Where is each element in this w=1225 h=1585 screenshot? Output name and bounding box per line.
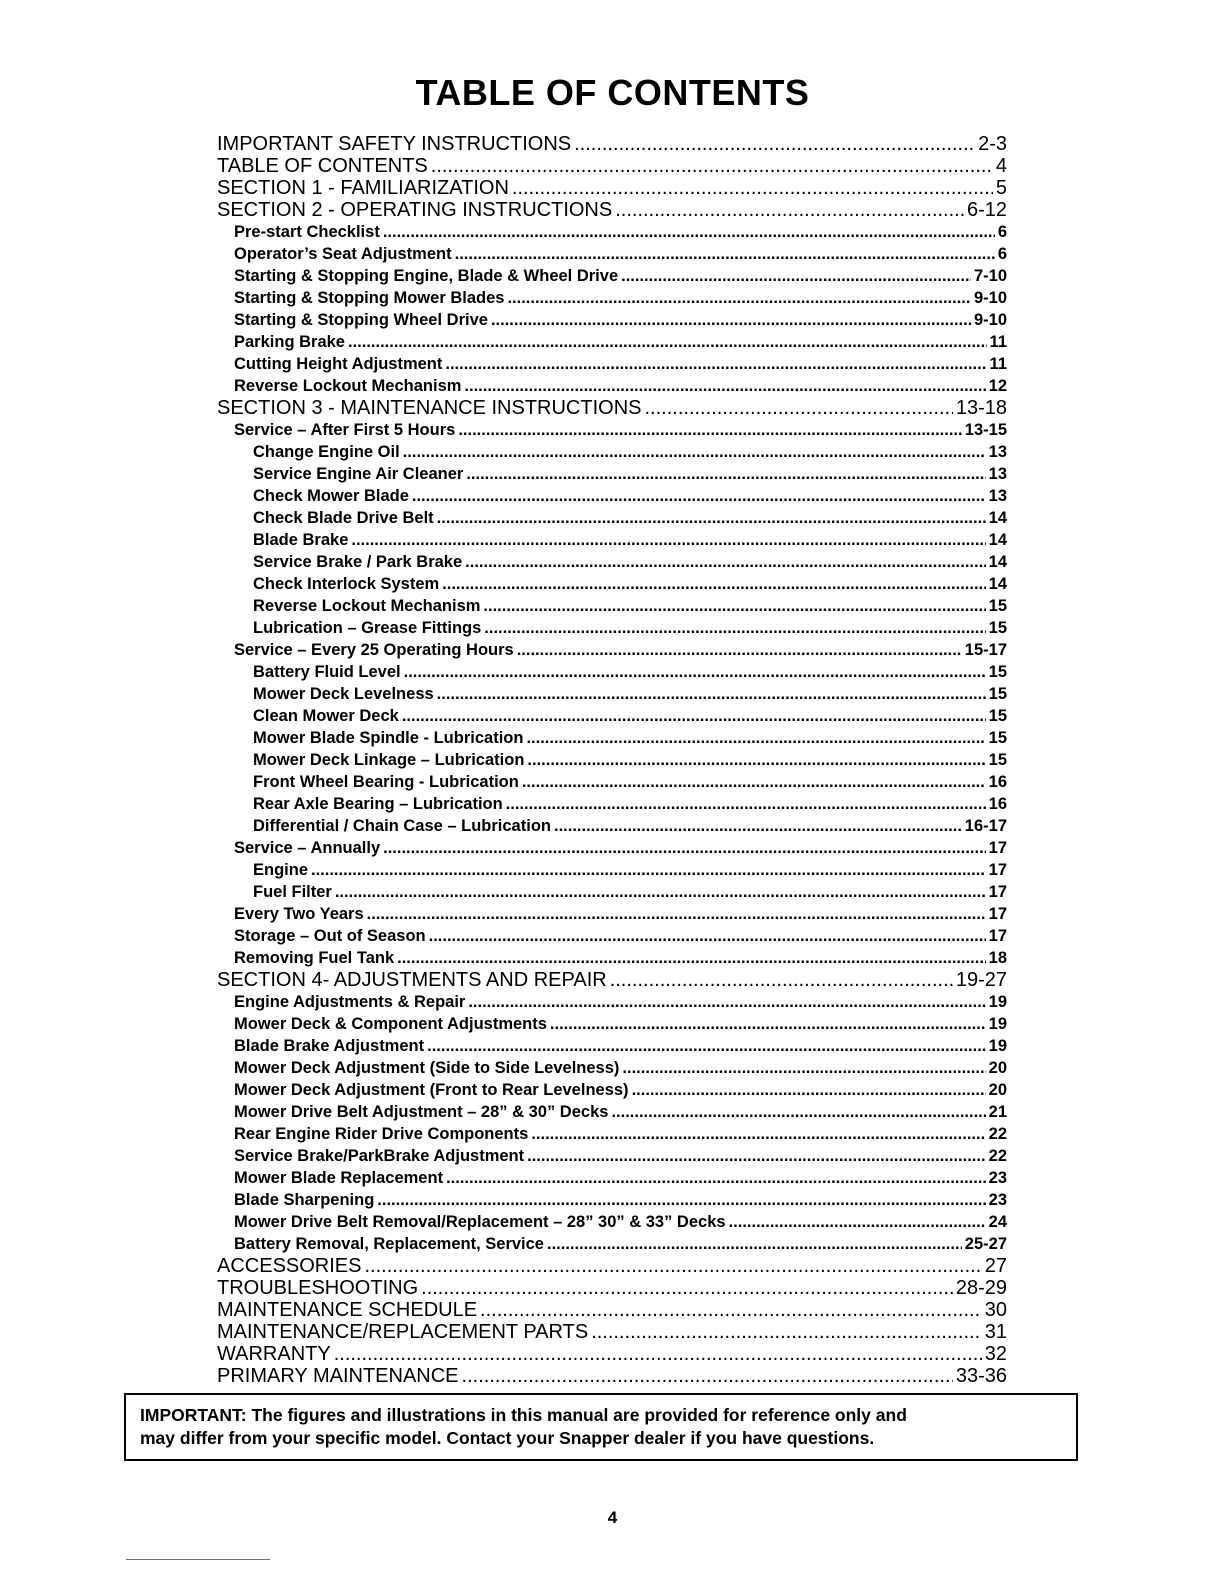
toc-entry-title: Clean Mower Deck xyxy=(253,707,399,725)
toc-dot-leader xyxy=(429,925,986,947)
toc-entry xyxy=(217,947,1007,969)
toc-entry xyxy=(217,727,1007,749)
toc-dot-leader xyxy=(421,1277,953,1299)
toc-entry xyxy=(217,1123,1007,1145)
toc-entry-title: Service – After First 5 Hours xyxy=(234,421,456,439)
toc-dot-leader xyxy=(468,991,985,1013)
toc-entry-page: 27 xyxy=(984,1255,1007,1277)
toc-entry-title: Differential / Chain Case – Lubrication xyxy=(253,817,551,835)
toc-dot-leader xyxy=(335,881,986,903)
toc-dot-leader xyxy=(550,1013,986,1035)
toc-entry-page: 32 xyxy=(984,1343,1007,1365)
toc-entry-title: Battery Fluid Level xyxy=(253,663,401,681)
toc-entry-title: Service Brake / Park Brake xyxy=(253,553,463,571)
toc-entry xyxy=(217,1101,1007,1123)
toc-entry-page: 9-10 xyxy=(973,289,1007,307)
notice-line-1: IMPORTANT: The figures and illustrations in this manual are provided for reference only and xyxy=(140,1405,907,1425)
important-notice-box xyxy=(124,1393,1078,1461)
toc-entry xyxy=(217,969,1007,991)
toc-entry-page: 17 xyxy=(988,905,1007,923)
toc-entry-title: Change Engine Oil xyxy=(253,443,400,461)
toc-entry xyxy=(217,529,1007,551)
toc-entry-title: Operator’s Seat Adjustment xyxy=(234,245,452,263)
toc-entry xyxy=(217,705,1007,727)
toc-entry-title: Mower Deck Adjustment (Side to Side Levelness) xyxy=(234,1059,620,1077)
toc-entry-page: 31 xyxy=(984,1321,1007,1343)
page-title: TABLE OF CONTENTS xyxy=(415,72,810,113)
toc-entry xyxy=(217,925,1007,947)
toc-entry xyxy=(217,463,1007,485)
toc-entry-page: 13-15 xyxy=(964,421,1007,439)
toc-dot-leader xyxy=(522,771,986,793)
toc-entry-title: Blade Brake Adjustment xyxy=(234,1037,425,1055)
toc-entry-title: TABLE OF CONTENTS xyxy=(217,155,428,177)
toc-entry xyxy=(217,771,1007,793)
toc-entry-page: 22 xyxy=(988,1125,1007,1143)
toc-entry-title: Mower Deck & Component Adjustments xyxy=(234,1015,547,1033)
toc-entry-title: Mower Blade Spindle - Lubrication xyxy=(253,729,524,747)
toc-dot-leader xyxy=(644,397,952,419)
toc-entry-page: 17 xyxy=(988,839,1007,857)
toc-entry-page: 17 xyxy=(988,861,1007,879)
toc-entry-page: 16 xyxy=(988,795,1007,813)
toc-entry-page: 23 xyxy=(988,1191,1007,1209)
toc-entry-title: Service – Annually xyxy=(234,839,381,857)
toc-dot-leader xyxy=(574,133,975,155)
toc-entry-title: SECTION 3 - MAINTENANCE INSTRUCTIONS xyxy=(217,397,642,419)
toc-dot-leader xyxy=(527,749,985,771)
page-number: 4 xyxy=(607,1508,618,1527)
toc-entry-page: 19 xyxy=(988,993,1007,1011)
toc-dot-leader xyxy=(403,441,986,463)
toc-entry-title: Removing Fuel Tank xyxy=(234,949,395,967)
toc-entry-page: 2-3 xyxy=(978,133,1007,155)
toc-entry-title: MAINTENANCE/REPLACEMENT PARTS xyxy=(217,1321,589,1343)
toc-entry xyxy=(217,1233,1007,1255)
toc-entry xyxy=(217,1013,1007,1035)
toc-entry-page: 14 xyxy=(988,509,1007,527)
toc-entry-title: Lubrication – Grease Fittings xyxy=(253,619,482,637)
toc-dot-leader xyxy=(729,1211,986,1233)
toc-dot-leader xyxy=(458,419,961,441)
toc-entry xyxy=(217,155,1007,177)
toc-dot-leader xyxy=(462,1365,953,1387)
toc-entry xyxy=(217,177,1007,199)
toc-entry-title: MAINTENANCE SCHEDULE xyxy=(217,1299,478,1321)
toc-entry-title: Every Two Years xyxy=(234,905,364,923)
toc-dot-leader xyxy=(512,177,993,199)
toc-entry-page: 16 xyxy=(988,773,1007,791)
toc-entry-page: 19 xyxy=(988,1015,1007,1033)
toc-entry xyxy=(217,1189,1007,1211)
toc-entry-page: 11 xyxy=(989,355,1007,373)
toc-entry-page: 21 xyxy=(988,1103,1007,1121)
toc-entry xyxy=(217,881,1007,903)
toc-entry xyxy=(217,1167,1007,1189)
toc-entry-page: 15 xyxy=(988,663,1007,681)
toc-entry xyxy=(217,331,1007,353)
toc-entry xyxy=(217,485,1007,507)
toc-entry xyxy=(217,1057,1007,1079)
toc-entry-page: 15-17 xyxy=(964,641,1007,659)
toc-entry-page: 30 xyxy=(984,1299,1007,1321)
toc-dot-leader xyxy=(632,1079,986,1101)
toc-entry-page: 13 xyxy=(988,487,1007,505)
toc-entry xyxy=(217,265,1007,287)
toc-entry-title: ACCESSORIES xyxy=(217,1255,362,1277)
toc-entry-title: Engine Adjustments & Repair xyxy=(234,993,466,1011)
toc-entry xyxy=(217,309,1007,331)
toc-entry-title: Reverse Lockout Mechanism xyxy=(234,377,462,395)
toc-dot-leader xyxy=(431,155,993,177)
toc-dot-leader xyxy=(465,551,985,573)
toc-entry-page: 13-18 xyxy=(955,397,1007,419)
toc-entry-page: 15 xyxy=(988,751,1007,769)
toc-entry-page: 7-10 xyxy=(973,267,1007,285)
toc-dot-leader xyxy=(404,661,986,683)
toc-entry xyxy=(217,1321,1007,1343)
toc-entry xyxy=(217,1277,1007,1299)
toc-entry-page: 5 xyxy=(995,177,1007,199)
toc-dot-leader xyxy=(483,595,985,617)
toc-entry-title: Check Interlock System xyxy=(253,575,440,593)
toc-dot-leader xyxy=(464,375,985,397)
toc-entry-title: Check Blade Drive Belt xyxy=(253,509,434,527)
toc-dot-leader xyxy=(554,815,962,837)
toc-dot-leader xyxy=(507,287,971,309)
toc-entry-page: 15 xyxy=(988,685,1007,703)
toc-entry-title: Mower Deck Adjustment (Front to Rear Levelness) xyxy=(234,1081,629,1099)
toc-entry-page: 9-10 xyxy=(973,311,1007,329)
toc-dot-leader xyxy=(367,903,986,925)
toc-dot-leader xyxy=(527,1145,986,1167)
toc-entry-title: Starting & Stopping Wheel Drive xyxy=(234,311,488,329)
toc-entry-title: Rear Engine Rider Drive Components xyxy=(234,1125,529,1143)
toc-entry-page: 13 xyxy=(988,443,1007,461)
toc-entry-page: 20 xyxy=(988,1059,1007,1077)
toc-entry-page: 23 xyxy=(988,1169,1007,1187)
toc-entry-title: Starting & Stopping Mower Blades xyxy=(234,289,505,307)
toc-entry xyxy=(217,243,1007,265)
toc-dot-leader xyxy=(334,1343,982,1365)
toc-entry-title: Storage – Out of Season xyxy=(234,927,426,945)
toc-entry-page: 6 xyxy=(997,245,1007,263)
toc-entry xyxy=(217,287,1007,309)
toc-entry-page: 20 xyxy=(988,1081,1007,1099)
table-of-contents xyxy=(217,133,1007,1387)
toc-entry-title: Mower Deck Levelness xyxy=(253,685,434,703)
toc-entry-page: 6 xyxy=(997,223,1007,241)
toc-entry-page: 4 xyxy=(995,155,1007,177)
toc-dot-leader xyxy=(351,529,985,551)
toc-dot-leader xyxy=(610,969,953,991)
toc-entry-title: SECTION 1 - FAMILIARIZATION xyxy=(217,177,509,199)
toc-entry-title: Check Mower Blade xyxy=(253,487,409,505)
toc-dot-leader xyxy=(506,793,986,815)
toc-dot-leader xyxy=(412,485,986,507)
toc-entry-title: Starting & Stopping Engine, Blade & Wheel Drive xyxy=(234,267,619,285)
toc-entry xyxy=(217,903,1007,925)
toc-entry-page: 18 xyxy=(988,949,1007,967)
toc-entry-title: PRIMARY MAINTENANCE xyxy=(217,1365,459,1387)
toc-entry-title: Mower Drive Belt Adjustment – 28” & 30” Decks xyxy=(234,1103,609,1121)
toc-dot-leader xyxy=(427,1035,986,1057)
toc-dot-leader xyxy=(611,1101,985,1123)
toc-entry-title: Service – Every 25 Operating Hours xyxy=(234,641,514,659)
toc-dot-leader xyxy=(364,1255,981,1277)
toc-entry-title: Mower Deck Linkage – Lubrication xyxy=(253,751,525,769)
toc-entry-title: Service Brake/ParkBrake Adjustment xyxy=(234,1147,525,1165)
toc-entry-page: 16-17 xyxy=(964,817,1007,835)
toc-entry-title: Mower Blade Replacement xyxy=(234,1169,444,1187)
toc-entry-page: 11 xyxy=(989,333,1007,351)
toc-entry-title: SECTION 2 - OPERATING INSTRUCTIONS xyxy=(217,199,613,221)
toc-dot-leader xyxy=(517,639,962,661)
toc-entry xyxy=(217,991,1007,1013)
toc-entry-page: 15 xyxy=(988,597,1007,615)
toc-entry xyxy=(217,199,1007,221)
toc-entry xyxy=(217,353,1007,375)
toc-dot-leader xyxy=(466,463,985,485)
toc-dot-leader xyxy=(383,221,995,243)
toc-entry xyxy=(217,859,1007,881)
toc-entry-page: 15 xyxy=(988,729,1007,747)
toc-entry xyxy=(217,441,1007,463)
toc-entry xyxy=(217,815,1007,837)
toc-entry-page: 13 xyxy=(988,465,1007,483)
toc-entry-page: 15 xyxy=(988,619,1007,637)
toc-entry-page: 22 xyxy=(988,1147,1007,1165)
toc-dot-leader xyxy=(531,1123,985,1145)
toc-entry-page: 14 xyxy=(988,553,1007,571)
toc-entry-page: 24 xyxy=(988,1213,1007,1231)
toc-entry-title: Cutting Height Adjustment xyxy=(234,355,443,373)
toc-entry xyxy=(217,639,1007,661)
toc-dot-leader xyxy=(445,353,986,375)
toc-entry-title: IMPORTANT SAFETY INSTRUCTIONS xyxy=(217,133,572,155)
toc-entry xyxy=(217,573,1007,595)
toc-entry-page: 17 xyxy=(988,883,1007,901)
toc-entry-page: 17 xyxy=(988,927,1007,945)
toc-entry xyxy=(217,507,1007,529)
toc-entry xyxy=(217,683,1007,705)
toc-entry xyxy=(217,837,1007,859)
toc-entry-title: Mower Drive Belt Removal/Replacement – 28” 30” & 33” Decks xyxy=(234,1213,726,1231)
toc-dot-leader xyxy=(437,683,986,705)
toc-entry-page: 14 xyxy=(988,575,1007,593)
toc-dot-leader xyxy=(377,1189,985,1211)
toc-entry-title: Battery Removal, Replacement, Service xyxy=(234,1235,544,1253)
toc-entry-title: Blade Brake xyxy=(253,531,349,549)
toc-entry-page: 14 xyxy=(988,531,1007,549)
toc-entry-page: 25-27 xyxy=(964,1235,1007,1253)
notice-line-2: may differ from your specific model. Contact your Snapper dealer if you have questions. xyxy=(140,1428,875,1448)
toc-entry-title: Reverse Lockout Mechanism xyxy=(253,597,481,615)
toc-dot-leader xyxy=(437,507,986,529)
toc-dot-leader xyxy=(480,1299,982,1321)
toc-dot-leader xyxy=(446,1167,986,1189)
toc-entry xyxy=(217,1079,1007,1101)
toc-entry-title: Engine xyxy=(253,861,309,879)
toc-entry xyxy=(217,551,1007,573)
toc-entry xyxy=(217,1035,1007,1057)
toc-entry xyxy=(217,1343,1007,1365)
toc-entry xyxy=(217,397,1007,419)
toc-entry xyxy=(217,375,1007,397)
toc-entry xyxy=(217,1365,1007,1387)
toc-entry-title: Pre-start Checklist xyxy=(234,223,380,241)
toc-entry-page: 6-12 xyxy=(966,199,1007,221)
toc-entry xyxy=(217,617,1007,639)
toc-entry-title: TROUBLESHOOTING xyxy=(217,1277,419,1299)
toc-dot-leader xyxy=(442,573,985,595)
toc-dot-leader xyxy=(348,331,987,353)
toc-entry xyxy=(217,419,1007,441)
toc-entry-title: Fuel Filter xyxy=(253,883,332,901)
toc-dot-leader xyxy=(621,265,971,287)
toc-entry xyxy=(217,749,1007,771)
toc-entry xyxy=(217,595,1007,617)
toc-entry-page: 28-29 xyxy=(955,1277,1007,1299)
toc-entry-page: 19 xyxy=(988,1037,1007,1055)
footer-divider xyxy=(126,1559,270,1560)
toc-entry-page: 33-36 xyxy=(955,1365,1007,1387)
toc-entry xyxy=(217,1299,1007,1321)
toc-entry xyxy=(217,661,1007,683)
toc-dot-leader xyxy=(615,199,964,221)
toc-entry-title: SECTION 4- ADJUSTMENTS AND REPAIR xyxy=(217,969,607,991)
toc-dot-leader xyxy=(622,1057,985,1079)
toc-dot-leader xyxy=(484,617,985,639)
toc-entry xyxy=(217,1255,1007,1277)
toc-dot-leader xyxy=(383,837,986,859)
toc-entry-page: 12 xyxy=(988,377,1007,395)
toc-entry-page: 19-27 xyxy=(955,969,1007,991)
toc-dot-leader xyxy=(402,705,986,727)
toc-entry xyxy=(217,1211,1007,1233)
toc-entry-title: Service Engine Air Cleaner xyxy=(253,465,464,483)
toc-entry-title: WARRANTY xyxy=(217,1343,331,1365)
toc-dot-leader xyxy=(591,1321,982,1343)
toc-entry-title: Front Wheel Bearing - Lubrication xyxy=(253,773,519,791)
toc-entry xyxy=(217,1145,1007,1167)
toc-entry-title: Parking Brake xyxy=(234,333,345,351)
toc-dot-leader xyxy=(455,243,995,265)
toc-entry-page: 15 xyxy=(988,707,1007,725)
toc-entry xyxy=(217,221,1007,243)
toc-dot-leader xyxy=(311,859,986,881)
toc-entry-title: Rear Axle Bearing – Lubrication xyxy=(253,795,503,813)
toc-dot-leader xyxy=(547,1233,962,1255)
toc-entry xyxy=(217,793,1007,815)
toc-entry-title: Blade Sharpening xyxy=(234,1191,375,1209)
toc-dot-leader xyxy=(526,727,985,749)
toc-entry xyxy=(217,133,1007,155)
toc-dot-leader xyxy=(397,947,986,969)
toc-dot-leader xyxy=(491,309,971,331)
